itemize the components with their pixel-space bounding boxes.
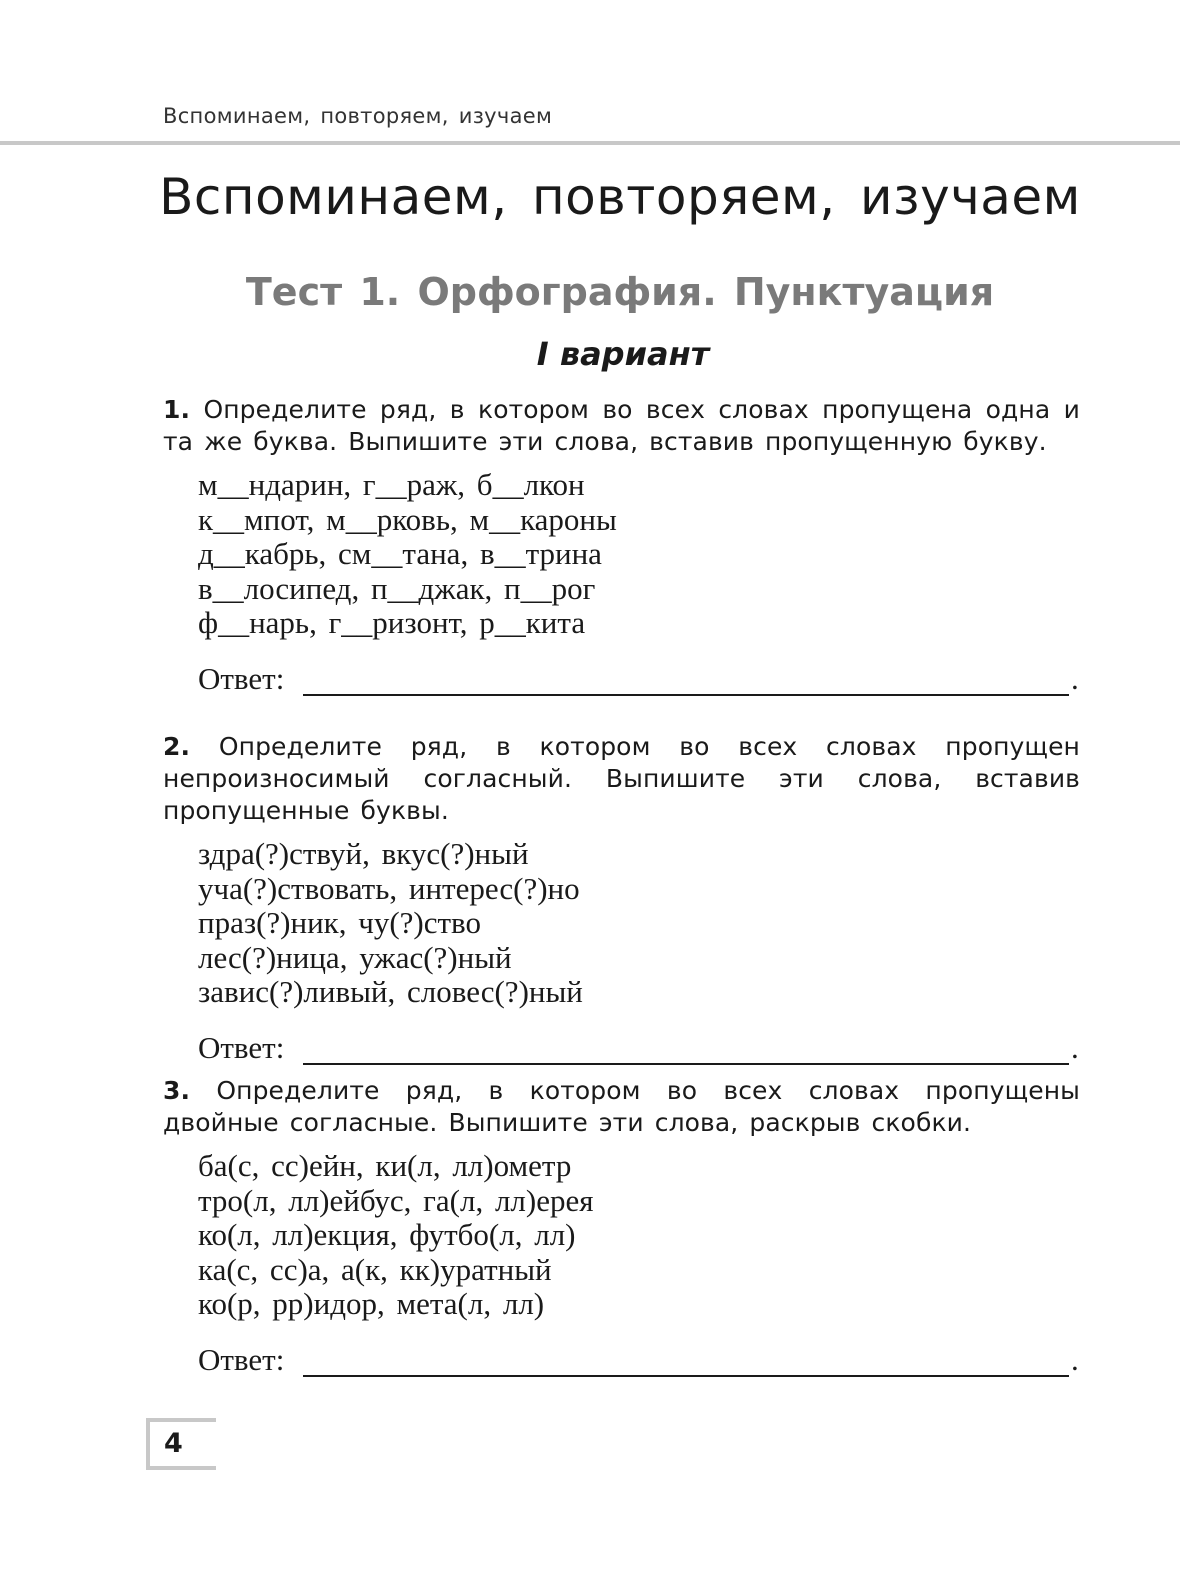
answer-field[interactable] — [198, 661, 1080, 701]
task-text: Определите ряд, в котором во всех словах пропущены двойные согласные. Выпишите эти слова, раскрыв скобки. — [163, 1076, 1080, 1137]
task-1 — [163, 394, 1080, 701]
word-row: ба(с, сс)ейн, ки(л, лл)ометр — [198, 1148, 572, 1183]
task-number: 3. — [163, 1076, 191, 1105]
word-row: м__ндарин, г__раж, б__лкон — [198, 467, 585, 502]
answer-label: Ответ: — [198, 1341, 285, 1377]
task-2 — [163, 731, 1080, 1070]
running-title: Вспоминаем, повторяем, изучаем — [163, 104, 553, 128]
task-instructions — [163, 731, 1080, 827]
word-list — [198, 837, 1080, 1010]
task-instructions — [163, 1075, 1080, 1139]
word-list — [198, 1149, 1080, 1322]
task-text: Определите ряд, в котором во всех словах пропущена одна и та же буква. Выпишите эти слова, вставив пропущенную букву. — [163, 395, 1080, 456]
word-row: ф__нарь, г__ризонт, р__кита — [198, 605, 586, 640]
word-row: ко(р, рр)идор, мета(л, лл) — [198, 1286, 545, 1321]
answer-line[interactable] — [303, 1063, 1069, 1065]
word-row: ко(л, лл)екция, футбо(л, лл) — [198, 1217, 576, 1252]
answer-period: . — [1071, 1341, 1079, 1377]
word-row: тро(л, лл)ейбус, га(л, лл)ерея — [198, 1182, 594, 1218]
answer-line[interactable] — [303, 694, 1069, 696]
answer-label: Ответ: — [198, 660, 285, 696]
word-row: праз(?)ник, чу(?)ство — [198, 905, 481, 940]
task-text: Определите ряд, в котором во всех словах пропущен непроизносимый согласный. Выпишите эти слова, вставив пропущенные буквы. — [163, 732, 1080, 825]
answer-field[interactable] — [198, 1030, 1080, 1070]
word-row: уча(?)ствовать, интерес(?)но — [198, 870, 580, 906]
variant-title: I вариант — [536, 335, 710, 373]
test-title: Тест 1. Орфография. Пунктуация — [245, 270, 995, 314]
answer-period: . — [1071, 660, 1079, 696]
word-row: лес(?)ница, ужас(?)ный — [198, 939, 512, 975]
page-number-box — [146, 1418, 216, 1470]
task-3 — [163, 1075, 1080, 1382]
word-row: к__мпот, м__рковь, м__кароны — [198, 501, 617, 537]
answer-period: . — [1071, 1029, 1079, 1065]
word-row: д__кабрь, см__тана, в__трина — [198, 536, 602, 571]
task-number: 2. — [163, 732, 191, 761]
page-number: 4 — [164, 1428, 183, 1459]
word-row: ка(с, сс)а, а(к, кк)уратный — [198, 1251, 552, 1287]
task-number: 1. — [163, 395, 191, 424]
word-row: здра(?)ствуй, вкус(?)ный — [198, 836, 529, 871]
task-instructions — [163, 394, 1080, 458]
answer-label: Ответ: — [198, 1029, 285, 1065]
answer-field[interactable] — [198, 1342, 1080, 1382]
word-list — [198, 468, 1080, 641]
header-divider — [0, 141, 1180, 145]
word-row: в__лосипед, п__джак, п__рог — [198, 570, 596, 606]
word-row: завис(?)ливый, словес(?)ный — [198, 974, 583, 1009]
answer-line[interactable] — [303, 1375, 1069, 1377]
page-title: Вспоминаем, повторяем, изучаем — [159, 168, 1081, 226]
